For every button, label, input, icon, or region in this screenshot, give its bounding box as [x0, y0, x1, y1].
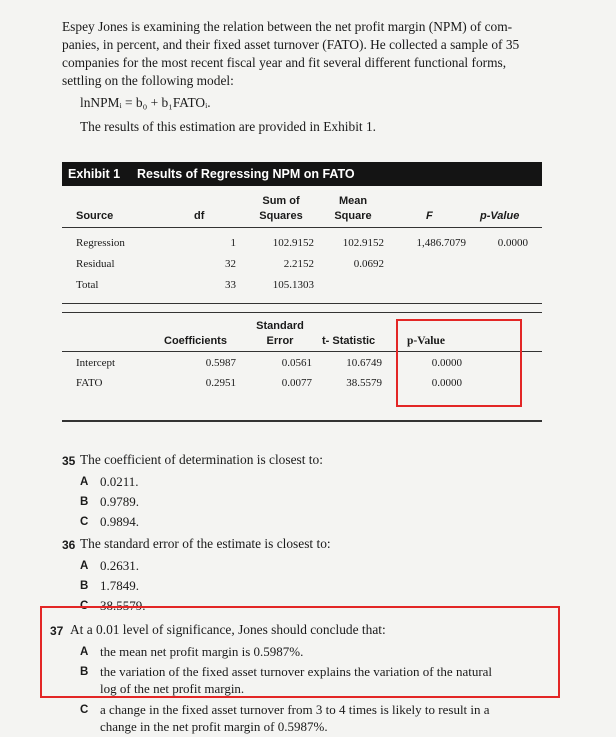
q37-number: 37: [50, 624, 64, 638]
coef-t-1: 38.5579: [346, 377, 382, 389]
coef-name-0: Intercept: [76, 357, 116, 369]
coef-header-t: t- Statistic: [322, 335, 376, 347]
q35-option-c-text[interactable]: 0.9894.: [100, 514, 139, 529]
q37-option-c-text-2[interactable]: change in the net profit margin of 0.5987%.: [100, 719, 328, 734]
anova-header-ms-2: Square: [334, 210, 372, 222]
anova-bottom-rule: [62, 303, 542, 304]
q37-text: At a 0.01 level of significance, Jones should conclude that:: [70, 622, 386, 637]
anova-source-1: Residual: [76, 258, 115, 270]
pvalue-highlight-box: [396, 319, 522, 407]
anova-df-2: 33: [225, 279, 236, 291]
results-line: The results of this estimation are provided in Exhibit 1.: [80, 119, 377, 134]
anova-ms-1: 0.0692: [353, 258, 384, 270]
q35-option-a-text[interactable]: 0.0211.: [100, 474, 139, 489]
q36-option-b-text[interactable]: 1.7849.: [100, 578, 139, 593]
exhibit-title-bar: [62, 162, 542, 186]
coef-header-coef: Coefficients: [164, 335, 227, 347]
anova-source-0: Regression: [76, 237, 125, 249]
q35-option-b-letter[interactable]: B: [80, 496, 89, 508]
coef-se-1: 0.0077: [281, 377, 312, 389]
anova-df-1: 32: [225, 258, 236, 270]
anova-f-0: 1,486.7079: [416, 237, 466, 249]
q35-number: 35: [62, 454, 76, 468]
anova-header-f: F: [426, 210, 433, 222]
anova-header-source: Source: [76, 210, 114, 222]
coef-top-rule: [62, 312, 542, 313]
q36-option-b-letter[interactable]: B: [80, 580, 89, 592]
exhibit-label: Exhibit 1: [68, 167, 121, 181]
q36-option-a-text[interactable]: 0.2631.: [100, 558, 139, 573]
anova-ss-2: 105.1303: [272, 279, 314, 291]
coef-se-0: 0.0561: [281, 357, 312, 369]
coef-p-0: 0.0000: [431, 357, 462, 369]
anova-header-ss-1: Sum of: [262, 195, 300, 207]
q37-option-b-text-1[interactable]: the variation of the fixed asset turnover explains the variation of the natural: [100, 664, 493, 679]
intro-line-2: panies, in percent, and their fixed asset turnover (FATO). He collected a sample of 35: [62, 37, 520, 52]
exhibit-title: Results of Regressing NPM on FATO: [137, 167, 355, 181]
intro-line-3: companies for the most recent fiscal year and fit several different functional forms,: [62, 55, 507, 70]
anova-source-2: Total: [76, 279, 99, 291]
coef-value-1: 0.2951: [205, 377, 236, 389]
q36-number: 36: [62, 538, 76, 552]
q37-option-b-text-2[interactable]: log of the net profit margin.: [100, 681, 245, 696]
anova-df-0: 1: [230, 237, 236, 249]
anova-header-df: df: [194, 210, 205, 222]
coef-value-0: 0.5987: [205, 357, 236, 369]
q36-text: The standard error of the estimate is closest to:: [80, 536, 331, 551]
anova-ms-0: 102.9152: [342, 237, 384, 249]
anova-header-ss-2: Squares: [259, 210, 303, 222]
intro-line-4: settling on the following model:: [62, 73, 234, 88]
q37-option-a-text[interactable]: the mean net profit margin is 0.5987%.: [100, 644, 304, 659]
intro-line-1: Espey Jones is examining the relation between the net profit margin (NPM) of com-: [62, 19, 513, 34]
coef-name-1: FATO: [76, 377, 103, 389]
anova-p-0: 0.0000: [497, 237, 528, 249]
q37-option-c-letter[interactable]: C: [80, 704, 89, 716]
anova-header-p: p-Value: [480, 210, 520, 222]
model-equation: lnNPMᵢ = b₀ + b₁FATOᵢ.: [80, 95, 211, 110]
q37-option-b-letter[interactable]: B: [80, 666, 89, 678]
q35-text: The coefficient of determination is closest to:: [80, 452, 323, 467]
coef-t-0: 10.6749: [346, 357, 382, 369]
q35-option-a-letter[interactable]: A: [80, 476, 89, 488]
q35-option-b-text[interactable]: 0.9789.: [100, 494, 139, 509]
exhibit-bottom-rule: [62, 420, 542, 422]
anova-header-rule: [62, 227, 542, 228]
q37-option-a-letter[interactable]: A: [80, 646, 89, 658]
q35-option-c-letter[interactable]: C: [80, 516, 89, 528]
coef-header-se-2: Error: [266, 335, 294, 347]
q36-option-c-letter[interactable]: C: [80, 600, 89, 612]
coef-header-se-1: Standard: [256, 320, 304, 332]
coef-p-1: 0.0000: [431, 377, 462, 389]
coef-header-p: p-Value: [407, 335, 445, 347]
q37-option-c-text-1[interactable]: a change in the fixed asset turnover from 3 to 4 times is likely to result in a: [100, 702, 490, 717]
anova-header-ms-1: Mean: [338, 195, 368, 207]
q36-option-c-text[interactable]: 38.5579.: [100, 598, 146, 613]
anova-ss-0: 102.9152: [272, 237, 314, 249]
anova-ss-1: 2.2152: [283, 258, 314, 270]
q36-option-a-letter[interactable]: A: [80, 560, 89, 572]
q37-highlight-box: [40, 606, 560, 698]
